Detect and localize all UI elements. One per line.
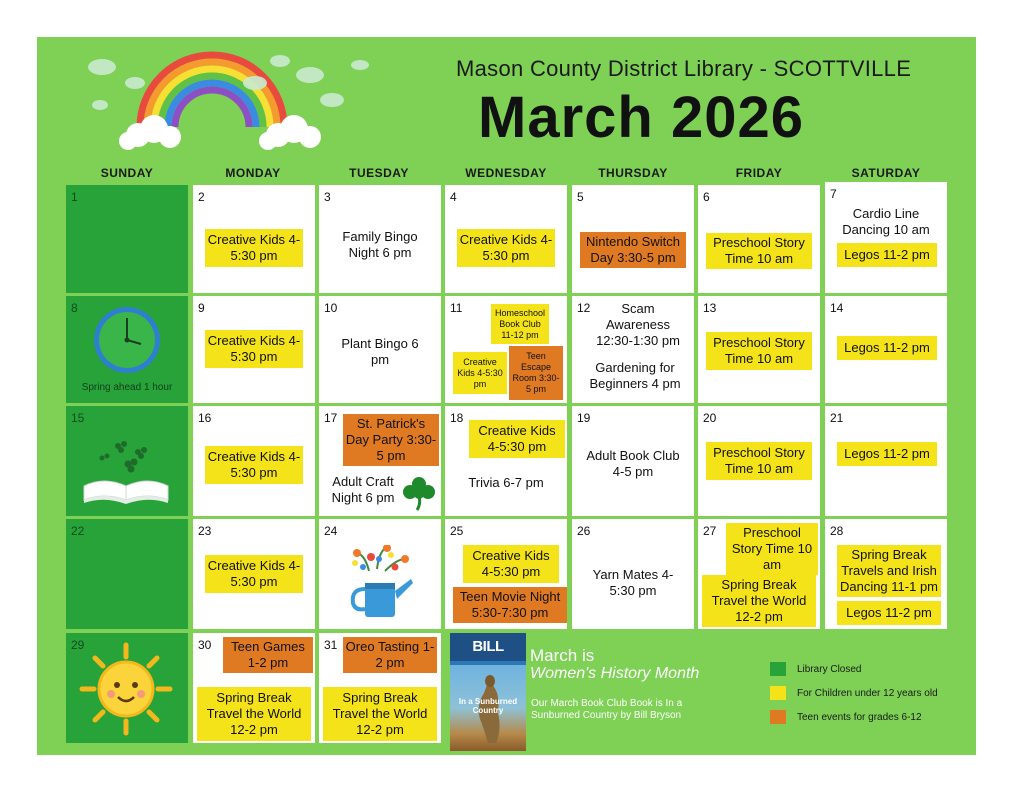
day-cell-21 [825,406,947,516]
event-kids: Creative Kids 4-5:30 pm [205,446,303,484]
day-number: 31 [324,638,338,652]
day-cell-25 [445,519,567,629]
day-cell-22 [66,519,188,629]
event-adult: Plant Bingo 6 pm [341,336,419,367]
day-cell-29 [66,633,188,743]
legend-label-closed: Library Closed [797,664,862,675]
day-cell-1 [66,185,188,293]
legend-label-kids: For Children under 12 years old [797,688,938,699]
event-adult: Scam Awareness 12:30-1:30 pm [596,301,680,348]
event-kids: Legos 11-2 pm [837,243,937,267]
day-cell-30 [193,633,315,743]
day-cell-18 [445,406,567,516]
dayname-saturday: SATURDAY [851,166,921,180]
day-number: 23 [198,524,212,538]
event-adult: Yarn Mates 4-5:30 pm [592,567,674,598]
event-kids: Creative Kids 4-5:30 pm [205,229,303,267]
event-adult: Family Bingo Night 6 pm [342,229,418,260]
day-cell-23 [193,519,315,629]
event-adult: Adult Book Club 4-5 pm [586,448,680,479]
legend-swatch-closed [770,662,786,676]
dayname-sunday: SUNDAY [100,166,154,180]
day-cell-12 [572,296,694,403]
watering-can-icon [347,545,413,623]
dayname-tuesday: TUESDAY [349,166,409,180]
day-cell-11 [445,296,567,403]
day-cell-15 [66,406,188,516]
day-number: 24 [324,524,338,538]
book-author: BILL [450,633,526,661]
day-cell-17 [319,406,441,516]
day-number: 5 [577,190,584,204]
whm-line2: Women's History Month [530,665,700,682]
event-kids: Creative Kids 4-5:30 pm [463,545,559,583]
day-number: 8 [71,301,78,315]
day-cell-4 [445,185,567,293]
event-kids: Creative Kids 4-5:30 pm [205,330,303,368]
event-kids: Preschool Story Time 10 am [726,523,818,575]
event-kids: Legos 11-2 pm [837,336,937,360]
day-cell-31 [319,633,441,743]
event-kids: Legos 11-2 pm [837,442,937,466]
day-number: 14 [830,301,844,315]
day-cell-24 [319,519,441,629]
day-cell-8 [66,296,188,403]
day-cell-5 [572,185,694,293]
event-kids: Preschool Story Time 10 am [706,442,812,480]
library-name: Mason County District Library - SCOTTVILLE [456,56,912,81]
clock-icon [91,304,163,376]
open-book-icon [80,436,176,508]
dst-note: Spring ahead 1 hour [81,382,173,393]
event-kids: Creative Kids 4-5:30 pm [453,352,507,394]
shamrock-icon [399,472,439,512]
day-number: 19 [577,411,591,425]
day-number: 10 [324,301,338,315]
book-title: In a Sunburned Country [458,697,518,715]
day-cell-13 [698,296,820,403]
day-cell-28 [825,519,947,629]
event-kids: Spring Break Travels and Irish Dancing 11-1 pm [837,545,941,597]
day-number: 6 [703,190,710,204]
dayname-thursday: THURSDAY [598,166,668,180]
page-title: March 2026 [478,85,804,150]
day-number: 9 [198,301,205,315]
legend-swatch-teen [770,710,786,724]
day-number: 7 [830,187,837,201]
whm-line1: March is [530,646,595,665]
event-teen: Teen Movie Night 5:30-7:30 pm [453,587,567,623]
event-kids: Spring Break Travel the World 12-2 pm [702,575,816,627]
legend-label-teen: Teen events for grades 6-12 [797,712,922,723]
day-number: 28 [830,524,844,538]
event-kids: Legos 11-2 pm [837,601,941,625]
rainbow-icon [80,45,380,155]
day-number: 22 [71,524,85,538]
event-kids: Creative Kids 4-5:30 pm [469,420,565,458]
day-cell-14 [825,296,947,403]
day-number: 12 [577,301,591,315]
day-cell-3 [319,185,441,293]
day-cell-9 [193,296,315,403]
event-adult: Gardening for Beginners 4 pm [589,360,681,391]
event-adult: Adult Craft Night 6 pm [331,474,395,505]
event-kids: Preschool Story Time 10 am [706,332,812,370]
day-cell-20 [698,406,820,516]
event-teen: Oreo Tasting 1-2 pm [343,637,437,673]
day-number: 27 [703,524,717,538]
day-cell-6 [698,185,820,293]
dayname-wednesday: WEDNESDAY [465,166,547,180]
event-adult: Cardio Line Dancing 10 am [842,206,930,237]
day-number: 29 [71,638,85,652]
event-teen: Teen Escape Room 3:30-5 pm [509,346,563,400]
day-number: 1 [71,190,78,204]
event-teen: Teen Games 1-2 pm [223,637,313,673]
day-number: 13 [703,301,717,315]
day-number: 26 [577,524,591,538]
day-number: 18 [450,411,464,425]
dayname-monday: MONDAY [225,166,281,180]
event-teen: Nintendo Switch Day 3:30-5 pm [580,232,686,268]
day-cell-19 [572,406,694,516]
day-cell-16 [193,406,315,516]
day-cell-10 [319,296,441,403]
day-number: 3 [324,190,331,204]
day-cell-7 [825,182,947,293]
event-kids: Spring Break Travel the World 12-2 pm [323,687,437,741]
event-kids: Homeschool Book Club 11-12 pm [491,304,549,344]
day-number: 15 [71,411,85,425]
day-number: 17 [324,411,338,425]
event-kids: Spring Break Travel the World 12-2 pm [197,687,311,741]
event-adult: Trivia 6-7 pm [468,475,544,490]
day-cell-2 [193,185,315,293]
day-number: 11 [450,301,463,315]
day-number: 30 [198,638,212,652]
day-cell-27 [698,519,820,629]
event-teen: St. Patrick's Day Party 3:30-5 pm [343,414,439,466]
day-number: 2 [198,190,205,204]
day-number: 25 [450,524,464,538]
day-number: 20 [703,411,717,425]
sun-icon [78,641,174,737]
event-kids: Creative Kids 4-5:30 pm [457,229,555,267]
day-number: 16 [198,411,212,425]
dayname-friday: FRIDAY [735,166,783,180]
event-kids: Preschool Story Time 10 am [706,233,812,269]
day-number: 21 [830,411,844,425]
day-number: 4 [450,190,457,204]
legend-swatch-kids [770,686,786,700]
day-cell-26 [572,519,694,629]
event-kids: Creative Kids 4-5:30 pm [205,555,303,593]
book-cover [450,633,526,751]
book-club-note: Our March Book Club Book is In a Sunburned Country by Bill Bryson [531,698,683,721]
